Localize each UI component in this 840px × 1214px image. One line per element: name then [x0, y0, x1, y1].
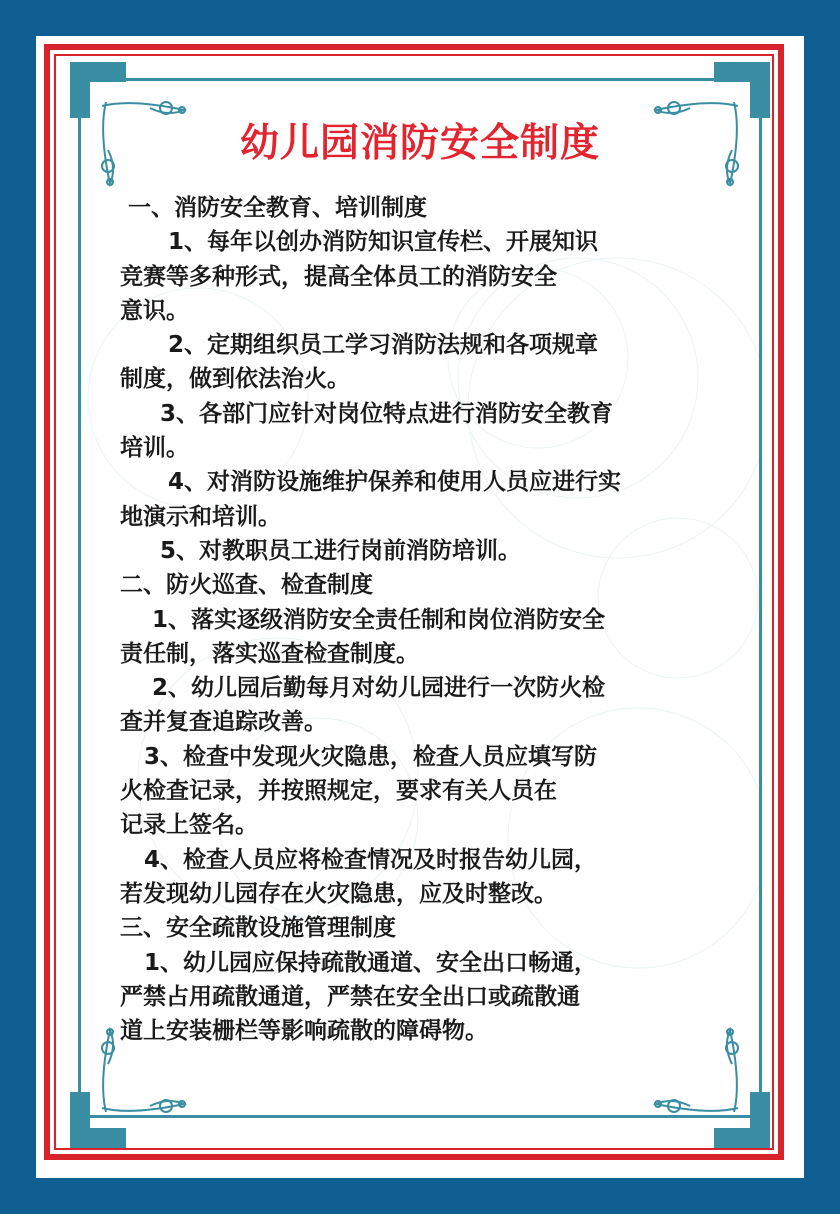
regulation-line: 1、落实逐级消防安全责任制和岗位消防安全: [120, 606, 606, 633]
regulation-line: 道上安装栅栏等影响疏散的障碍物。: [120, 1018, 488, 1045]
regulation-line: 2、定期组织员工学习消防法规和各项规章: [120, 332, 599, 359]
regulation-line: 1、每年以创办消防知识宣传栏、开展知识: [120, 229, 599, 256]
regulation-body: [120, 191, 750, 1048]
regulation-line: 3、检查中发现火灾隐患，检查人员应填写防: [120, 743, 598, 770]
regulation-line: 责任制，落实巡查检查制度。: [120, 640, 419, 667]
regulation-line: 火检查记录，并按照规定，要求有关人员在: [120, 778, 557, 805]
regulation-line: 1、幼儿园应保持疏散通道、安全出口畅通，: [120, 949, 598, 976]
regulation-line: 4、对消防设施维护保养和使用人员应进行实: [120, 469, 622, 496]
regulation-line: 一、消防安全教育、培训制度: [120, 195, 428, 221]
regulation-line: 4、检查人员应将检查情况及时报告幼儿园，: [120, 846, 598, 873]
page-title: 幼儿园消防安全制度: [239, 121, 600, 166]
regulation-line: 制度，做到依法治火。: [120, 366, 350, 393]
regulation-line: 若发现幼儿园存在火灾隐患，应及时整改。: [120, 880, 557, 907]
regulation-line: 二、防火巡查、检查制度: [120, 572, 373, 599]
regulation-line: 严禁占用疏散通道，严禁在安全出口或疏散通: [120, 983, 580, 1010]
regulation-line: 3、各部门应针对岗位特点进行消防安全教育: [120, 400, 614, 427]
regulation-line: 查并复查追踪改善。: [120, 709, 327, 736]
regulation-line: 培训。: [120, 435, 189, 462]
regulation-line: 意识。: [120, 297, 189, 324]
regulation-line: 三、安全疏散设施管理制度: [120, 915, 396, 942]
regulation-line: 5、对教职员工进行岗前消防培训。: [120, 537, 522, 564]
regulation-line: 竞赛等多种形式，提高全体员工的消防安全: [120, 263, 557, 290]
regulation-line: 记录上签名。: [120, 812, 258, 839]
regulation-line: 2、幼儿园后勤每月对幼儿园进行一次防火检: [120, 675, 606, 702]
regulation-line: 地演示和培训。: [120, 503, 281, 530]
